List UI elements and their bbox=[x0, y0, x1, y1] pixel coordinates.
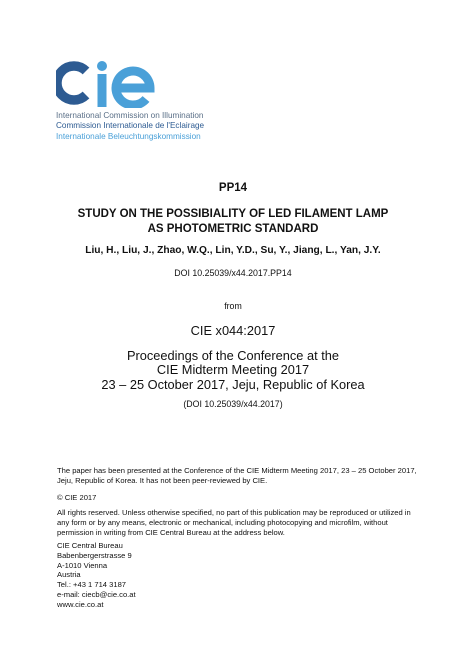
rights-statement: All rights reserved. Unless otherwise specified, no part of this publication may be reproduced or utilized in any form or by any means, electronic or mechanical, including photocopying and microfilm, without permission in writing from CIE Central Bureau at the address below. bbox=[57, 508, 411, 538]
address-block bbox=[57, 541, 136, 610]
from-label: from bbox=[224, 301, 242, 311]
logo-line-german: Internationale Beleuchtungskommission bbox=[56, 131, 201, 141]
proceedings-line: CIE Midterm Meeting 2017 bbox=[156, 362, 310, 378]
logo-line-french: Commission Internationale de l'Eclairage bbox=[56, 121, 205, 131]
paper-doi: DOI 10.25039/x44.2017.PP14 bbox=[174, 268, 292, 278]
proceedings-doi: (DOI 10.25039/x44.2017) bbox=[183, 399, 283, 409]
logo-line-english: International Commission on Illumination bbox=[56, 111, 204, 120]
paper-title-line: AS PHOTOMETRIC STANDARD bbox=[147, 223, 319, 235]
cie-logo-icon bbox=[56, 58, 158, 108]
address-phone: Tel.: +43 1 714 3187 bbox=[57, 580, 127, 590]
address-line: A-1010 Vienna bbox=[57, 560, 108, 570]
proceedings-line: Proceedings of the Conference at the bbox=[127, 348, 339, 363]
copyright: © CIE 2017 bbox=[57, 493, 97, 502]
address-line: CIE Central Bureau bbox=[57, 541, 123, 550]
proceedings-title bbox=[0, 349, 466, 392]
paper-title-line: STUDY ON THE POSSIBIALITY OF LED FILAMENT LAMP bbox=[77, 208, 389, 220]
logo-text bbox=[56, 111, 204, 142]
proceedings-line: 23 – 25 October 2017, Jeju, Republic of Korea bbox=[101, 376, 365, 392]
paper-code: PP14 bbox=[218, 182, 248, 194]
publication-code: CIE x044:2017 bbox=[190, 323, 276, 338]
presentation-notice: The paper has been presented at the Conference of the CIE Midterm Meeting 2017, 23 – 25 October 2017, Jeju, Republic of Korea. It has not been peer-reviewed by CIE. bbox=[57, 466, 417, 486]
address-line: Austria bbox=[57, 570, 81, 580]
address-email: e-mail: ciecb@cie.co.at bbox=[57, 589, 136, 599]
address-website: www.cie.co.at bbox=[57, 599, 104, 609]
address-line: Babenbergerstrasse 9 bbox=[57, 550, 132, 560]
paper-title bbox=[0, 207, 466, 237]
paper-authors: Liu, H., Liu, J., Zhao, W.Q., Lin, Y.D., Su, Y., Jiang, L., Yan, J.Y. bbox=[85, 245, 381, 256]
